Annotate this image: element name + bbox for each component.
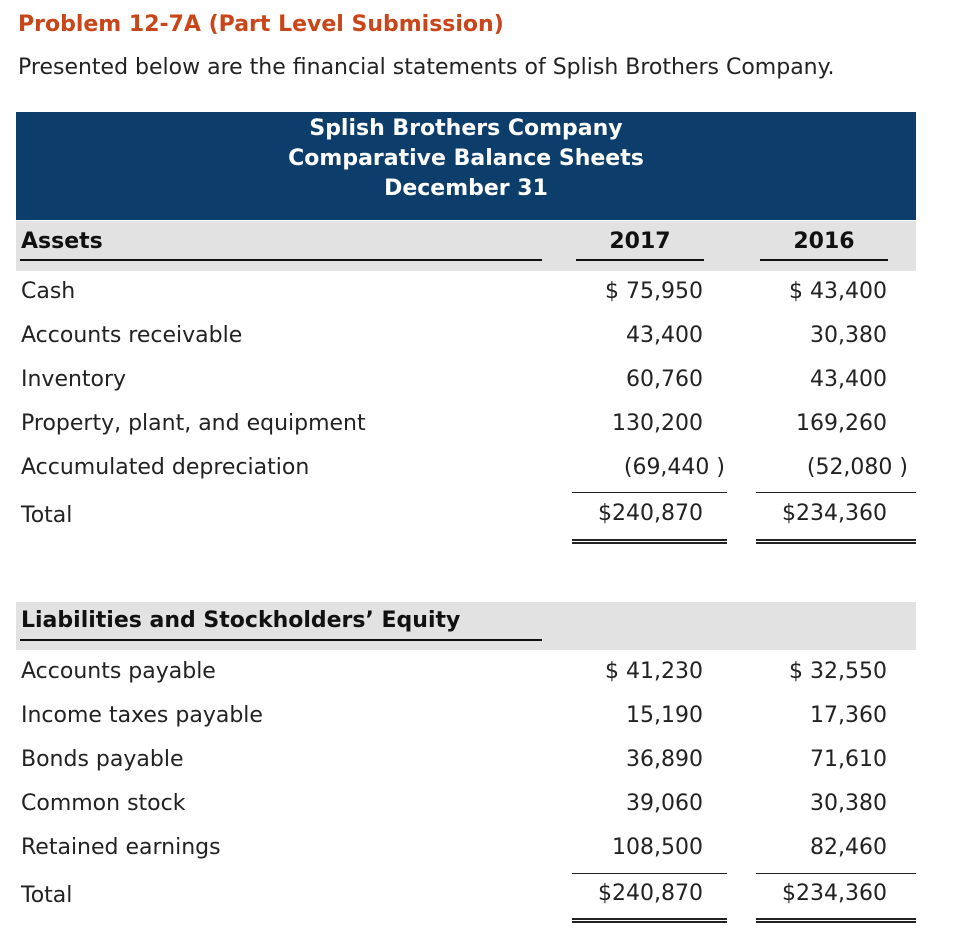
header-divider xyxy=(16,214,916,220)
asset-row-2016: 43,400 xyxy=(810,367,887,392)
liability-row-2017: $ 41,230 xyxy=(605,659,703,684)
asset-row-label: Cash xyxy=(21,279,76,304)
liability-row-2017: 39,060 xyxy=(626,791,703,816)
liabilities-header-band xyxy=(16,602,916,650)
liabilities-total-double-rule-2017 xyxy=(572,918,727,923)
assets-total-2017: $240,870 xyxy=(598,501,703,526)
liability-row-2017: 108,500 xyxy=(612,835,703,860)
problem-title: Problem 12-7A (Part Level Submission) xyxy=(18,12,504,37)
assets-total-double-rule-2017 xyxy=(572,539,727,544)
liabilities-subtotal-rule-2017 xyxy=(572,873,727,874)
statement-header xyxy=(16,112,916,214)
liability-row-label: Common stock xyxy=(21,791,186,816)
liability-row-2017: 15,190 xyxy=(626,703,703,728)
liability-row-label: Income taxes payable xyxy=(21,703,263,728)
asset-row-label: Accumulated depreciation xyxy=(21,455,310,480)
liability-row-2016: 71,610 xyxy=(810,747,887,772)
liability-row-label: Accounts payable xyxy=(21,659,216,684)
year-2017-header: 2017 xyxy=(609,229,671,254)
liability-row-label: Retained earnings xyxy=(21,835,221,860)
year-2016-rule xyxy=(760,259,888,261)
assets-heading-rule xyxy=(20,259,542,261)
asset-row-label: Accounts receivable xyxy=(21,323,243,348)
asset-row-2016: $ 43,400 xyxy=(789,279,887,304)
year-2017-rule xyxy=(576,259,704,261)
assets-subtotal-rule-2017 xyxy=(572,492,727,493)
statement-date: December 31 xyxy=(384,176,548,201)
asset-row-label: Inventory xyxy=(21,367,127,392)
asset-row-2017: 43,400 xyxy=(626,323,703,348)
assets-heading: Assets xyxy=(21,229,103,254)
liability-row-2016: $ 32,550 xyxy=(789,659,887,684)
assets-total-2016: $234,360 xyxy=(782,501,887,526)
liability-row-2016: 82,460 xyxy=(810,835,887,860)
liabilities-total-label: Total xyxy=(21,883,73,908)
liabilities-total-2017: $240,870 xyxy=(598,881,703,906)
liabilities-heading: Liabilities and Stockholders’ Equity xyxy=(21,608,461,633)
asset-row-2017: (69,440 ) xyxy=(623,455,725,480)
asset-row-2017: 130,200 xyxy=(612,411,703,436)
company-name: Splish Brothers Company xyxy=(309,116,623,141)
liabilities-total-2016: $234,360 xyxy=(782,881,887,906)
assets-header-band xyxy=(16,221,916,271)
liabilities-total-double-rule-2016 xyxy=(756,918,916,923)
asset-row-label: Property, plant, and equipment xyxy=(21,411,366,436)
liabilities-heading-rule xyxy=(20,639,542,641)
asset-row-2016: 30,380 xyxy=(810,323,887,348)
asset-row-2017: 60,760 xyxy=(626,367,703,392)
asset-row-2016: 169,260 xyxy=(796,411,887,436)
liability-row-2017: 36,890 xyxy=(626,747,703,772)
assets-subtotal-rule-2016 xyxy=(756,492,916,493)
liabilities-subtotal-rule-2016 xyxy=(756,873,916,874)
assets-total-double-rule-2016 xyxy=(756,539,916,544)
liability-row-2016: 17,360 xyxy=(810,703,887,728)
statement-name: Comparative Balance Sheets xyxy=(288,146,644,171)
liability-row-2016: 30,380 xyxy=(810,791,887,816)
asset-row-2017: $ 75,950 xyxy=(605,279,703,304)
liability-row-label: Bonds payable xyxy=(21,747,184,772)
asset-row-2016: (52,080 ) xyxy=(806,455,908,480)
year-2016-header: 2016 xyxy=(793,229,855,254)
problem-intro: Presented below are the financial statements of Splish Brothers Company. xyxy=(18,55,835,80)
assets-total-label: Total xyxy=(21,503,73,528)
